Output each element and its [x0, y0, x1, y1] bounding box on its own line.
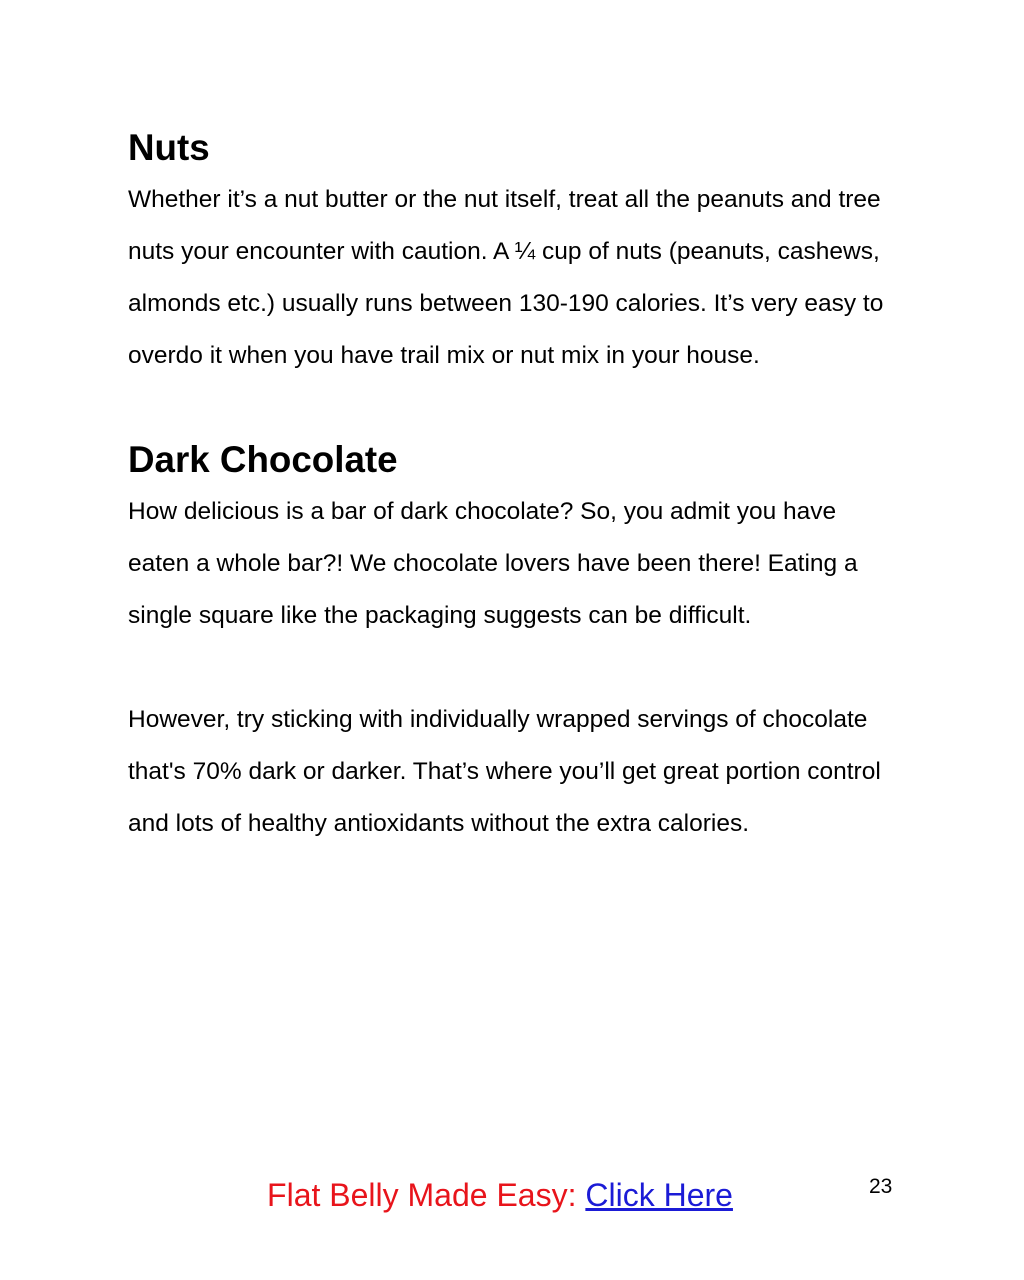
- section-spacer: [128, 382, 898, 434]
- page-content: [128, 122, 898, 850]
- paragraph-spacer: [128, 642, 898, 694]
- dark-chocolate-paragraph-1: How delicious is a bar of dark chocolate? So, you admit you have eaten a whole bar?! We chocolate lovers have been there! Eating a single square like the packaging suggests can be difficult.: [128, 498, 858, 629]
- nuts-paragraph: Whether it’s a nut butter or the nut itself, treat all the peanuts and tree nuts your encounter with caution. A ¼ cup of nuts (peanuts, cashews, almonds etc.) usually runs between 130-190 calories. It’s very easy to overdo it when you have trail mix or nut mix in your house.: [128, 186, 884, 369]
- footer-label: Flat Belly Made Easy:: [267, 1177, 586, 1213]
- dark-chocolate-paragraph-2: However, try sticking with individually wrapped servings of chocolate that's 70% dark or darker. That’s where you’ll get great portion control and lots of healthy antioxidants without the extra calories.: [128, 706, 881, 837]
- page-number: 23: [869, 1175, 893, 1198]
- footer-promo: [0, 1170, 1000, 1220]
- section-heading-nuts: Nuts: [128, 127, 210, 168]
- section-heading-dark-chocolate: Dark Chocolate: [128, 439, 398, 480]
- click-here-link[interactable]: Click Here: [585, 1177, 733, 1213]
